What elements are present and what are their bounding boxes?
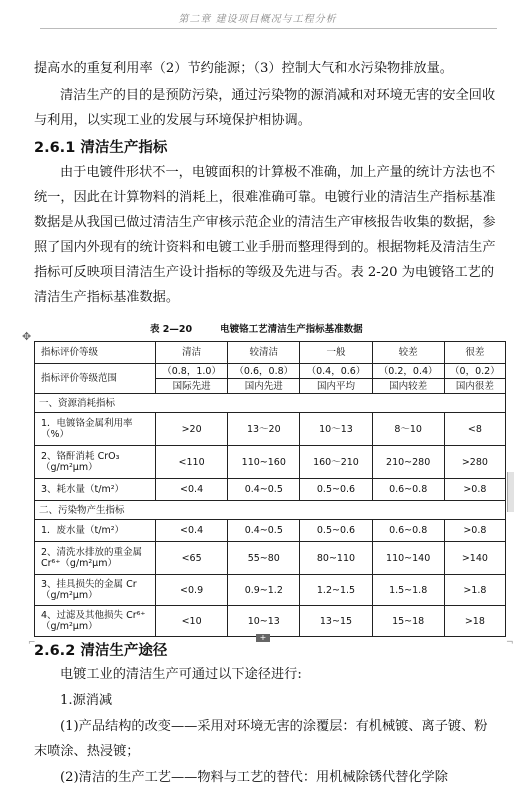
table-cell: 13~15 — [300, 606, 372, 637]
table-section-label: 一、资源消耗指标 — [35, 394, 506, 413]
table-cell: 国内较差 — [372, 379, 444, 394]
table-cell: >140 — [444, 542, 505, 575]
table-row — [35, 520, 506, 542]
table-cell: 指标评价等级 — [35, 342, 156, 364]
table-cell: <110 — [156, 446, 228, 479]
table-cell: >20 — [156, 413, 228, 446]
table-cell: 4、过滤及其他损失 Cr⁶⁺（g/m²μm） — [35, 606, 156, 637]
paragraph: (1)产品结构的改变——采用对环境无害的涂覆层：有机械镀、离子镀、粉末喷涂、热浸镀； — [34, 719, 488, 759]
table-cell: <0.4 — [156, 520, 228, 542]
table-cell: 0.5~0.6 — [300, 479, 372, 501]
table-cell: （0.6，0.8） — [228, 364, 300, 379]
table-cell: 国内平均 — [300, 379, 372, 394]
table-cell: 清洁 — [156, 342, 228, 364]
table-section-row — [35, 501, 506, 520]
table-cell: 10~13 — [228, 606, 300, 637]
table-section-label: 二、污染物产生指标 — [35, 501, 506, 520]
table-row — [35, 606, 506, 637]
table-cell: 一般 — [300, 342, 372, 364]
table-number: 表 2—20 — [150, 324, 193, 335]
paragraph: (2)清洁的生产工艺——物料与工艺的替代：用机械除锈代替化学除 — [60, 770, 448, 785]
table-move-handle-icon[interactable]: ✥ — [22, 330, 32, 343]
table-cell: <10 — [156, 606, 228, 637]
table-cell: （0，0.2） — [444, 364, 505, 379]
table-cell: （0.2，0.4） — [372, 364, 444, 379]
table-cell: 3、耗水量（t/m²） — [35, 479, 156, 501]
standards-table — [34, 341, 506, 637]
table-cell: 0.5~0.6 — [300, 520, 372, 542]
table-cell: 80~110 — [300, 542, 372, 575]
table-cell: 210~280 — [372, 446, 444, 479]
section-heading: 2.6.1 清洁生产指标 — [34, 140, 168, 156]
table-cell: 15~18 — [372, 606, 444, 637]
table-cell: 110~160 — [228, 446, 300, 479]
table-cell: 国内先进 — [228, 379, 300, 394]
table-cell: <8 — [444, 413, 505, 446]
table-cell: 1．电镀铬金属利用率（%） — [35, 413, 156, 446]
table-cell: 55~80 — [228, 542, 300, 575]
table-cell: 1．废水量（t/m²） — [35, 520, 156, 542]
table-cell: 2、铬酐消耗 CrO₃（g/m²μm） — [35, 446, 156, 479]
table-cell: >18 — [444, 606, 505, 637]
table-cell: 较差 — [372, 342, 444, 364]
paragraph: 提高水的重复利用率（2）节约能源；（3）控制大气和水污染物排放量。 — [34, 61, 453, 76]
paragraph: 1.源消减 — [60, 693, 113, 708]
table-cell: 13～20 — [228, 413, 300, 446]
table-row — [35, 575, 506, 606]
paragraph: 电镀工业的清洁生产可通过以下途径进行: — [60, 667, 302, 682]
table-cell: <0.4 — [156, 479, 228, 501]
table-cell: 1.2~1.5 — [300, 575, 372, 606]
header-rule — [40, 28, 497, 29]
table-scroll-handle[interactable] — [507, 472, 514, 512]
table-row — [35, 364, 506, 379]
table-cell: 0.4~0.5 — [228, 479, 300, 501]
table-cell: >0.8 — [444, 479, 505, 501]
table-cell: 国际先进 — [156, 379, 228, 394]
table-cell: 0.6~0.8 — [372, 479, 444, 501]
table-cell: 10～13 — [300, 413, 372, 446]
table-row — [35, 542, 506, 575]
page-header — [0, 0, 515, 42]
paragraph: 由于电镀件形状不一，电镀面积的计算极不准确，加上产量的统计方法也不统一，因此在计算物料的消耗上，很难准确可靠。电镀行业的清洁生产指标基准数据是从我国已做过清洁生产审核示范企业的清洁生产审核报告收集的数据，参照了国内外现有的统计资料和电镀工业手册而整理得到的。根据物耗及清洁生产指标可反映项目清洁生产设计指标的等级及先进与否。表 2-20 为电镀铬工艺的清洁生产指标基准数据。 — [34, 165, 496, 305]
table-cell: 110~140 — [372, 542, 444, 575]
table-cell: 较清洁 — [228, 342, 300, 364]
table-cell: >280 — [444, 446, 505, 479]
table-cell: 8～10 — [372, 413, 444, 446]
table-row — [35, 413, 506, 446]
section-heading: 2.6.2 清洁生产途径 — [34, 643, 168, 659]
table-cell: 3、挂具损失的金属 Cr（g/m²μm） — [35, 575, 156, 606]
table-cell: 1.5~1.8 — [372, 575, 444, 606]
table-row — [35, 479, 506, 501]
table-cell: 0.4~0.5 — [228, 520, 300, 542]
add-row-icon[interactable]: + — [256, 634, 270, 642]
table-cell: <0.9 — [156, 575, 228, 606]
table-corner-mark-right: ¬ — [506, 638, 514, 648]
table-cell: 国内很差 — [444, 379, 505, 394]
table-section-row — [35, 394, 506, 413]
chapter-title: 第二章 建设项目概况与工程分析 — [178, 14, 337, 25]
table-cell: >1.8 — [444, 575, 505, 606]
table-cell: 很差 — [444, 342, 505, 364]
table-corner-mark-left: ⌐ — [28, 638, 36, 648]
table-caption — [150, 321, 391, 335]
table-cell: （0.4，0.6） — [300, 364, 372, 379]
table-cell: （0.8，1.0） — [156, 364, 228, 379]
table-cell: 2、清洗水排放的重金属 Cr⁶⁺（g/m²μm） — [35, 542, 156, 575]
table-title: 电镀铬工艺清洁生产指标基准数据 — [220, 324, 363, 335]
table-row — [35, 446, 506, 479]
table-cell: <65 — [156, 542, 228, 575]
table-cell: 0.9~1.2 — [228, 575, 300, 606]
table-cell: 160～210 — [300, 446, 372, 479]
table-cell: 0.6~0.8 — [372, 520, 444, 542]
table-row — [35, 342, 506, 364]
table-cell: 指标评价等级范围 — [35, 364, 156, 394]
table-cell: >0.8 — [444, 520, 505, 542]
paragraph: 清洁生产的目的是预防污染，通过污染物的源消减和对环境无害的安全回收与利用，以实现工业的发展与环境保护相协调。 — [34, 88, 496, 128]
